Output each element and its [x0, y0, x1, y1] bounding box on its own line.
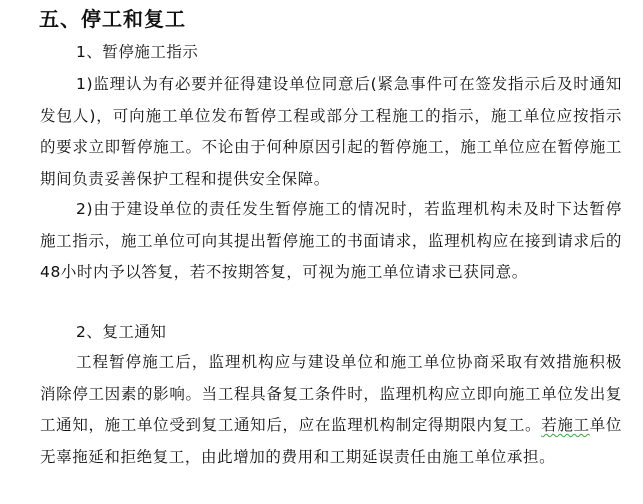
paragraph-resumption-part2: 单位无辜拖延和拒绝复工，由此增加的费用和工期延误责任由施工单位承担。	[40, 416, 623, 466]
section-heading: 五、停工和复工	[39, 7, 186, 31]
paragraph-resumption-part1: 工程暂停施工后，监理机构应与建设单位和施工单位协商采取有效措施积极消除停工因素的影响。当工程具备复工条件时，监理机构应立即向施工单位发出复工通知，施工单位受到复工通知后，应在监理机构制定得期限内复工。	[40, 353, 622, 434]
subsection-title-resumption: 2、复工通知	[76, 323, 167, 341]
subsection-title-suspension: 1、暂停施工指示	[76, 43, 199, 61]
paragraph-resumption	[40, 347, 622, 473]
spellcheck-marked-text: 若施工	[541, 416, 590, 434]
paragraph-suspension-1: 1)监理认为有必要并征得建设单位同意后(紧急事件可在签发指示后及时通知发包人)，可向施工单位发布暂停工程或部分工程施工的指示，施工单位应按指示的要求立即暂停施工。不论由于何种原因引起的暂停施工，施工单位应在暂停施工期间负责妥善保护工程和提供安全保障。	[40, 75, 622, 188]
paragraph-suspension-2: 2)由于建设单位的责任发生暂停施工的情况时，若监理机构未及时下达暂停施工指示，施工单位可向其提出暂停施工的书面请求，监理机构应在接到请求后的48小时内予以答复，若不按期答复，可视为施工单位请求已获同意。	[40, 200, 622, 281]
